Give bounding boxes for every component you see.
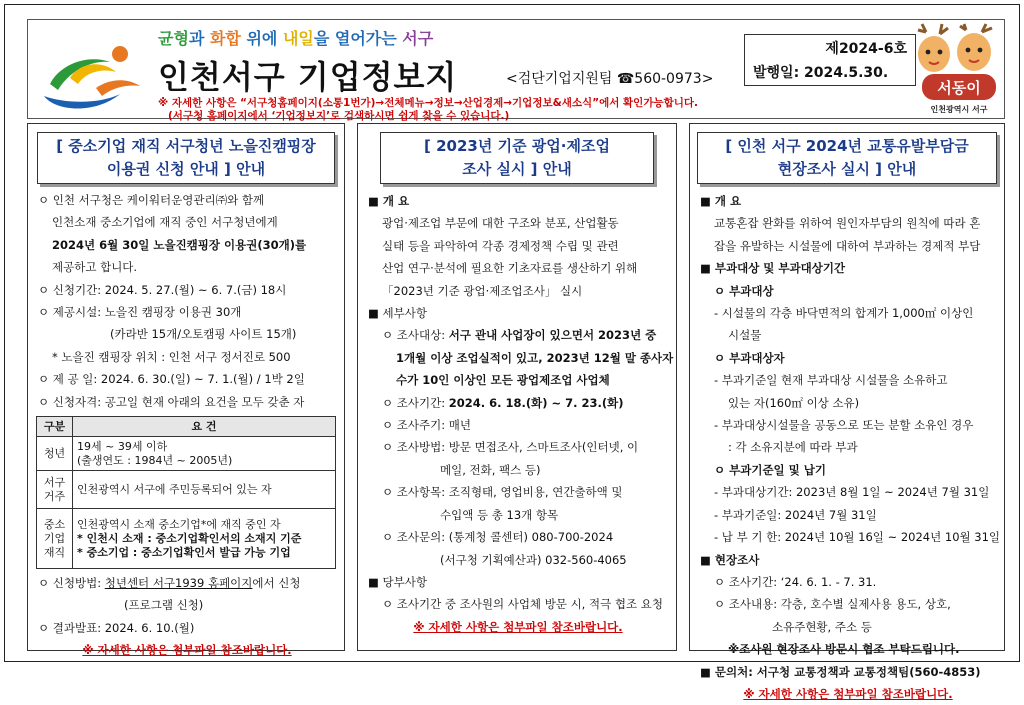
requirements-table bbox=[36, 416, 336, 569]
request-line: ㅇ 조사기간 중 조사원의 사업체 방문 시, 적극 협조 요청 bbox=[382, 597, 663, 612]
method-label: ㅇ 신청방법: bbox=[38, 576, 105, 591]
payment-deadline: - 납 부 기 한: 2024년 10월 16일 ~ 2024년 10월 31일 bbox=[714, 530, 1001, 545]
survey-method-1: ㅇ 조사방법: 방문 면접조사, 스마트조사(인터넷, 이 bbox=[382, 440, 639, 455]
slogan bbox=[158, 26, 433, 49]
table-row bbox=[37, 437, 336, 471]
table-cell-key: 청년 bbox=[37, 437, 73, 471]
application-period: ㅇ 신청기간: 2024. 5. 27.(월) ~ 6. 7.(금) 18시 bbox=[38, 282, 287, 297]
camping-location: * 노을진 캠핑장 위치 : 인천 서구 정서진로 500 bbox=[52, 349, 291, 364]
birth-years: (출생연도 : 1984년 ~ 2005년) bbox=[77, 453, 233, 467]
article-title-line-2: 현장조사 실시 ] 안내 bbox=[777, 160, 917, 178]
subject-line-2: 시설물 bbox=[728, 328, 762, 343]
newsletter-page bbox=[4, 4, 1020, 701]
field-content-2: 소유주현황, 주소 등 bbox=[772, 619, 872, 634]
facility: ㅇ 제공시설: 노을진 캠핑장 이용권 30개 bbox=[38, 305, 242, 320]
field-period: ㅇ 조사기간: ‘24. 6. 1. - 7. 31. bbox=[714, 574, 877, 589]
mascot-name: 서동이 bbox=[937, 79, 981, 97]
section-overview: ■ 개 요 bbox=[368, 194, 410, 208]
survey-items-1: ㅇ 조사항목: 조직형태, 영업비용, 연간출하액 및 bbox=[382, 485, 623, 500]
issue-date: 발행일: 2024.5.30. bbox=[753, 65, 889, 81]
payer-line-2: 있는 자(160㎡ 이상 소유) bbox=[728, 395, 860, 410]
charge-base-date: - 부과기준일: 2024년 7월 31일 bbox=[714, 507, 877, 522]
slogan-word-seogu: 서구 bbox=[402, 29, 434, 48]
payer-head: ㅇ 부과대상자 bbox=[714, 350, 785, 365]
table-cell-value bbox=[73, 509, 336, 569]
slogan-text-2: 위에 bbox=[240, 29, 283, 48]
overview-line-1: 광업·제조업 부문에 대한 구조와 분포, 산업활동 bbox=[382, 216, 619, 231]
overview-line-2: 실태 등을 파악하여 각종 경제정책 수립 및 관련 bbox=[382, 238, 619, 253]
mascot-seodongi-icon bbox=[916, 24, 1002, 116]
target-line-1: 서구 관내 사업장이 있으면서 2023년 중 bbox=[448, 328, 657, 343]
slogan-word-balance: 균형 bbox=[158, 29, 189, 48]
age-range: 19세 ~ 39세 이하 bbox=[77, 439, 168, 453]
newsletter-title: 인천서구 기업정보지 bbox=[158, 58, 458, 96]
table-header-category: 구분 bbox=[37, 417, 73, 437]
article-title-line-1: [ 인천 서구 2024년 교통유발부담금 bbox=[725, 137, 969, 155]
slogan-text-3: 을 열어가는 bbox=[313, 29, 403, 48]
article-body bbox=[358, 190, 676, 638]
qualification: ㅇ 신청자격: 공고일 현재 아래의 요건을 모두 갖춘 자 bbox=[38, 394, 305, 409]
payer-line-4: : 각 소유지분에 따라 부과 bbox=[728, 440, 858, 455]
slogan-word-harmony: 화합 bbox=[209, 29, 241, 48]
slogan-text-1: 과 bbox=[188, 29, 210, 48]
survey-cycle: ㅇ 조사주기: 매년 bbox=[382, 418, 471, 433]
field-content-1: ㅇ 조사내용: 각층, 호수별 실제사용 용도, 상호, bbox=[714, 597, 951, 612]
article-traffic-charge bbox=[689, 123, 1005, 701]
seogu-logo-icon bbox=[36, 34, 148, 114]
section-overview: ■ 개 요 bbox=[700, 194, 742, 208]
attachment-notice: ※ 자세한 사항은 첨부파일 참조바랍니다. bbox=[743, 686, 953, 701]
overview-line-4: 「2023년 기준 광업·제조업조사」 실시 bbox=[382, 283, 583, 298]
period-label: ㅇ 조사기간: bbox=[382, 395, 449, 410]
overview-line-2: 잡을 유발하는 시설물에 대하여 부과하는 경제적 부담 bbox=[714, 238, 981, 253]
article-title bbox=[380, 132, 654, 184]
intro-line-1: ㅇ 인천 서구청은 케이워터운영관리㈜와 함께 bbox=[38, 193, 265, 207]
application-method bbox=[38, 572, 336, 594]
location-criterion: * 인천시 소재 : 중소기업확인서의 소재지 기준 bbox=[77, 531, 302, 545]
subject-line-1: - 시설물의 각층 바닥면적의 합계가 1,000㎡ 이상인 bbox=[714, 306, 974, 321]
table-row bbox=[37, 471, 336, 509]
slogan-word-tomorrow: 내일 bbox=[282, 29, 314, 48]
section-request: ■ 당부사항 bbox=[368, 574, 427, 589]
period-value: 2024. 6. 18.(화) ~ 7. 23.(화) bbox=[448, 395, 624, 410]
intro-line-2: 인천소재 중소기업에 재직 중인 서구청년에게 bbox=[52, 215, 278, 230]
employment-condition: 인천광역시 소재 중소기업*에 재직 중인 자 bbox=[77, 517, 281, 531]
table-header-requirement: 요 건 bbox=[73, 417, 336, 437]
target-line-3: 수가 10인 이상인 모든 광업제조업 사업체 bbox=[396, 373, 610, 388]
field-cooperation-request: ※조사원 현장조사 방문시 협조 부탁드립니다. bbox=[728, 642, 960, 657]
method-detail: (프로그램 신청) bbox=[124, 598, 204, 613]
table-cell-value bbox=[73, 437, 336, 471]
method-suffix: 에서 신청 bbox=[252, 576, 301, 591]
issue-number: 제2024-6호 bbox=[825, 41, 907, 57]
survey-contact-1: ㅇ 조사문의: (통계청 콜센터) 080-700-2024 bbox=[382, 530, 614, 545]
youth-center-link[interactable]: 청년센터 서구1939 홈페이지 bbox=[104, 576, 253, 591]
survey-period bbox=[368, 392, 668, 414]
attachment-notice: ※ 자세한 사항은 첨부파일 참조바랍니다. bbox=[413, 619, 623, 634]
article-body bbox=[690, 190, 1004, 705]
payer-line-1: - 부과기준일 현재 부과대상 시설물을 소유하고 bbox=[714, 373, 948, 388]
article-title-line-1: [ 중소기업 재직 서구청년 노을진캠핑장 bbox=[56, 137, 316, 155]
mascot-subtitle: 인천광역시 서구 bbox=[930, 105, 988, 114]
target-label: ㅇ 조사대상: bbox=[382, 328, 449, 343]
charge-period: - 부과대상기간: 2023년 8월 1일 ~ 2024년 7월 31일 bbox=[714, 485, 990, 500]
survey-contact-2: (서구청 기획예산과) 032-560-4065 bbox=[440, 552, 627, 567]
survey-target bbox=[368, 324, 668, 346]
table-cell-key: 서구 거주 bbox=[37, 471, 73, 509]
table-row bbox=[37, 509, 336, 569]
provide-date: ㅇ 제 공 일: 2024. 6. 30.(일) ~ 7. 1.(월) / 1박 2일 bbox=[38, 372, 305, 387]
sme-criterion: * 중소기업 : 중소기업확인서 발급 가능 기업 bbox=[77, 545, 291, 559]
table-cell-key: 중소 기업 재직 bbox=[37, 509, 73, 569]
overview-line-1: 교통혼잡 완화를 위하여 원인자부담의 원칙에 따라 혼 bbox=[714, 216, 981, 231]
article-title-line-2: 조사 실시 ] 안내 bbox=[462, 160, 572, 178]
attachment-notice: ※ 자세한 사항은 첨부파일 참조바랍니다. bbox=[82, 643, 292, 658]
table-cell-value: 인천광역시 서구에 주민등록되어 있는 자 bbox=[73, 471, 336, 509]
article-title bbox=[37, 132, 335, 184]
section-subject: ■ 부과대상 및 부과대상기간 bbox=[700, 261, 846, 276]
target-line-2: 1개월 이상 조업실적이 있고, 2023년 12월 말 종사자 bbox=[396, 350, 674, 365]
intro-line-3: 2024년 6월 30일 노을진캠핑장 이용권(30개)를 bbox=[52, 237, 307, 252]
date-head: ㅇ 부과기준일 및 납기 bbox=[714, 462, 826, 477]
article-camping-voucher bbox=[27, 123, 345, 658]
section-field-survey: ■ 현장조사 bbox=[700, 552, 760, 567]
subject-head: ㅇ 부과대상 bbox=[714, 283, 774, 298]
overview-line-3: 산업 연구·분석에 필요한 기초자료를 생산하기 위해 bbox=[382, 261, 638, 276]
article-title bbox=[697, 132, 997, 184]
article-title-line-2: 이용권 신청 안내 ] 안내 bbox=[106, 160, 266, 178]
facility-detail: (카라반 15개/오토캠핑 사이트 15개) bbox=[110, 327, 297, 342]
team-contact: <검단기업지원팀 ☎560-0973> bbox=[506, 71, 714, 87]
payer-line-3: - 부과대상시설물을 공동으로 또는 분할 소유인 경우 bbox=[714, 418, 974, 433]
article-title-line-1: [ 2023년 기준 광업·제조업 bbox=[424, 137, 610, 155]
section-details: ■ 세부사항 bbox=[368, 306, 427, 321]
contact-info: ■ 문의처: 서구청 교통정책과 교통정책팀(560-4853) bbox=[700, 664, 981, 679]
header bbox=[27, 19, 1005, 122]
survey-items-2: 수입액 등 총 13개 항목 bbox=[440, 507, 559, 522]
intro-line-4: 제공하고 합니다. bbox=[52, 260, 138, 275]
survey-method-2: 메일, 전화, 팩스 등) bbox=[440, 462, 541, 477]
result-announcement: ㅇ 결과발표: 2024. 6. 10.(월) bbox=[38, 620, 195, 635]
header-notice-2: (서구청 홈페이지에서 ‘기업정보지’로 검색하시면 쉽게 찾을 수 있습니다.) bbox=[168, 110, 510, 122]
issue-box bbox=[744, 34, 916, 86]
header-notice-1: ※ 자세한 사항은 “서구청홈페이지(소통1번가)→전체메뉴→정보→산업경제→기업정보&새소식”에서 확인가능합니다. bbox=[158, 97, 699, 109]
article-body bbox=[28, 189, 344, 662]
article-manufacturing-survey bbox=[357, 123, 677, 651]
